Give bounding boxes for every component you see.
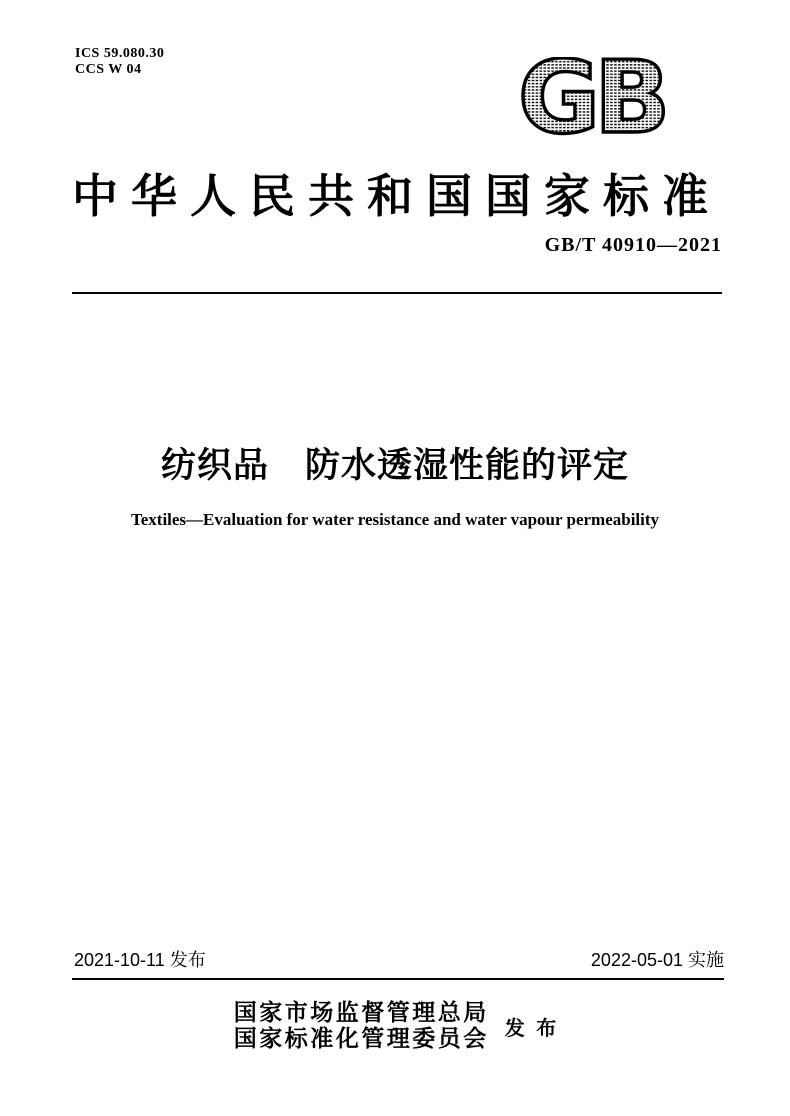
ccs-code: CCS W 04 [75,62,142,77]
issue-date: 2021-10-11 发布 [74,950,206,970]
standard-title-chinese: 纺织品 防水透湿性能的评定 [160,446,629,485]
publisher-block [0,1000,790,1052]
publish-label: 发 布 [504,1017,557,1040]
ics-code: ICS 59.080.30 [75,46,165,61]
gb-logo-icon [516,57,671,140]
publisher-names [234,1000,489,1052]
gb-logo-text: GB [517,57,665,140]
standard-title-english: Textiles—Evaluation for water resistance and water vapour permeability [130,510,660,529]
footer-rule [72,978,724,980]
standard-number: GB/T 40910—2021 [544,234,722,256]
national-standard-heading: 中华人民共和国国家标准 [72,171,721,222]
header-rule [72,292,722,294]
publisher-line-1: 国家市场监督管理总局 [233,1000,489,1025]
publisher-line-2: 国家标准化管理委员会 [233,1026,489,1051]
implement-date: 2022-05-01 实施 [590,950,724,970]
classification-codes [75,46,164,78]
dates-row [74,946,724,972]
